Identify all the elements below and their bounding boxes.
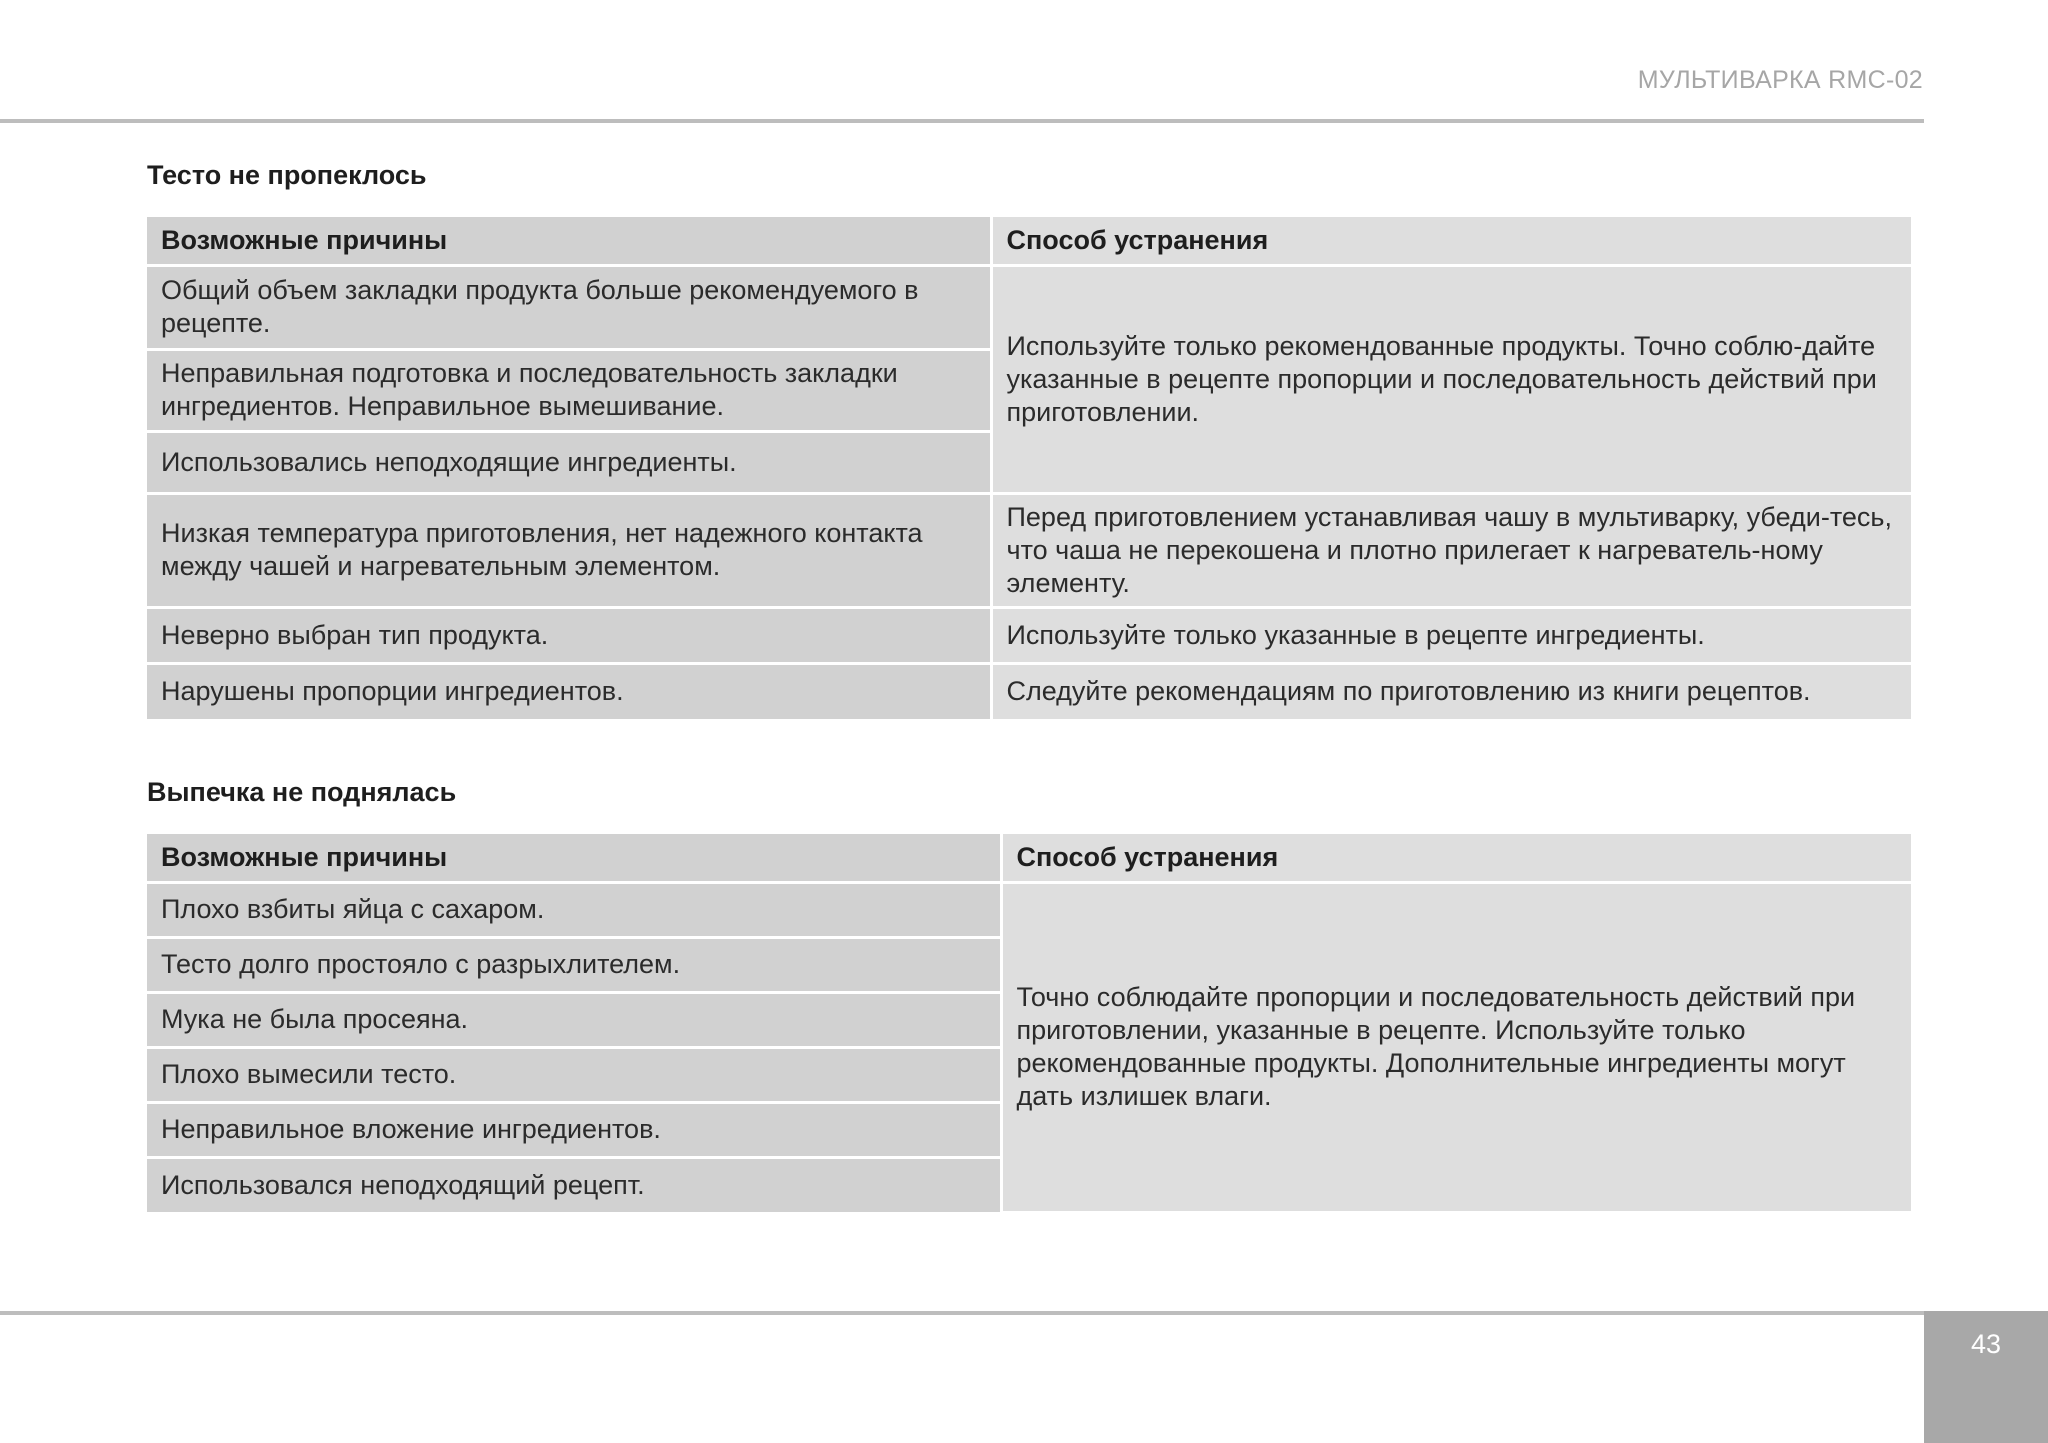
column-header-causes: Возможные причины xyxy=(147,834,1001,882)
column-header-fix: Способ устранения xyxy=(991,217,1911,265)
table-row xyxy=(147,607,1911,663)
table-row xyxy=(147,663,1911,719)
table-row xyxy=(147,493,1911,607)
cause-cell: Тесто долго простояло с разрыхлителем. xyxy=(147,937,1001,992)
column-header-fix: Способ устранения xyxy=(1001,834,1911,882)
cause-cell: Неверно выбран тип продукта. xyxy=(147,607,991,663)
troubleshooting-table-pastry-not-risen xyxy=(147,834,1911,1214)
cause-cell: Общий объем закладки продукта больше рекомендуемого в рецепте. xyxy=(147,265,991,349)
cause-cell: Неправильная подготовка и последовательность закладки ингредиентов. Неправильное вымешивание. xyxy=(147,349,991,431)
page-number-box xyxy=(1924,1311,2048,1443)
fix-cell: Используйте только рекомендованные продукты. Точно соблю-дайте указанные в рецепте пропорции и последовательность действий при приготовлении. xyxy=(991,265,1911,493)
section-title-pastry-not-risen: Выпечка не поднялась xyxy=(147,777,457,807)
fix-cell: Следуйте рекомендациям по приготовлению из книги рецептов. xyxy=(991,663,1911,719)
table-row xyxy=(147,882,1911,937)
footer-divider xyxy=(0,1311,1924,1315)
cause-cell: Плохо взбиты яйца с сахаром. xyxy=(147,882,1001,937)
fix-cell: Точно соблюдайте пропорции и последовательность действий при приготовлении, указанные в рецепте. Используйте только рекомендованные продукты. Дополнительные ингредиенты могут дать излишек влаги. xyxy=(1001,882,1911,1212)
cause-cell: Низкая температура приготовления, нет надежного контакта между чашей и нагревательным элементом. xyxy=(147,493,991,607)
header-divider xyxy=(0,119,1924,123)
document-header-title: МУЛЬТИВАРКА RMC-02 xyxy=(1637,66,1923,94)
section-title-dough-not-baked: Тесто не пропеклось xyxy=(147,160,427,190)
cause-cell: Неправильное вложение ингредиентов. xyxy=(147,1102,1001,1157)
table-header-row xyxy=(147,834,1911,882)
cause-cell: Использовались неподходящие ингредиенты. xyxy=(147,431,991,493)
cause-cell: Нарушены пропорции ингредиентов. xyxy=(147,663,991,719)
cause-cell: Мука не была просеяна. xyxy=(147,992,1001,1047)
cause-cell: Плохо вымесили тесто. xyxy=(147,1047,1001,1102)
fix-cell: Перед приготовлением устанавливая чашу в мультиварку, убеди-тесь, что чаша не перекошена и плотно прилегает к нагреватель-ному элементу. xyxy=(991,493,1911,607)
table-row xyxy=(147,265,1911,349)
table-header-row xyxy=(147,217,1911,265)
cause-cell: Использовался неподходящий рецепт. xyxy=(147,1157,1001,1212)
page-number: 43 xyxy=(1970,1329,2002,1359)
fix-cell: Используйте только указанные в рецепте ингредиенты. xyxy=(991,607,1911,663)
troubleshooting-table-dough-not-baked xyxy=(147,217,1911,719)
column-header-causes: Возможные причины xyxy=(147,217,991,265)
